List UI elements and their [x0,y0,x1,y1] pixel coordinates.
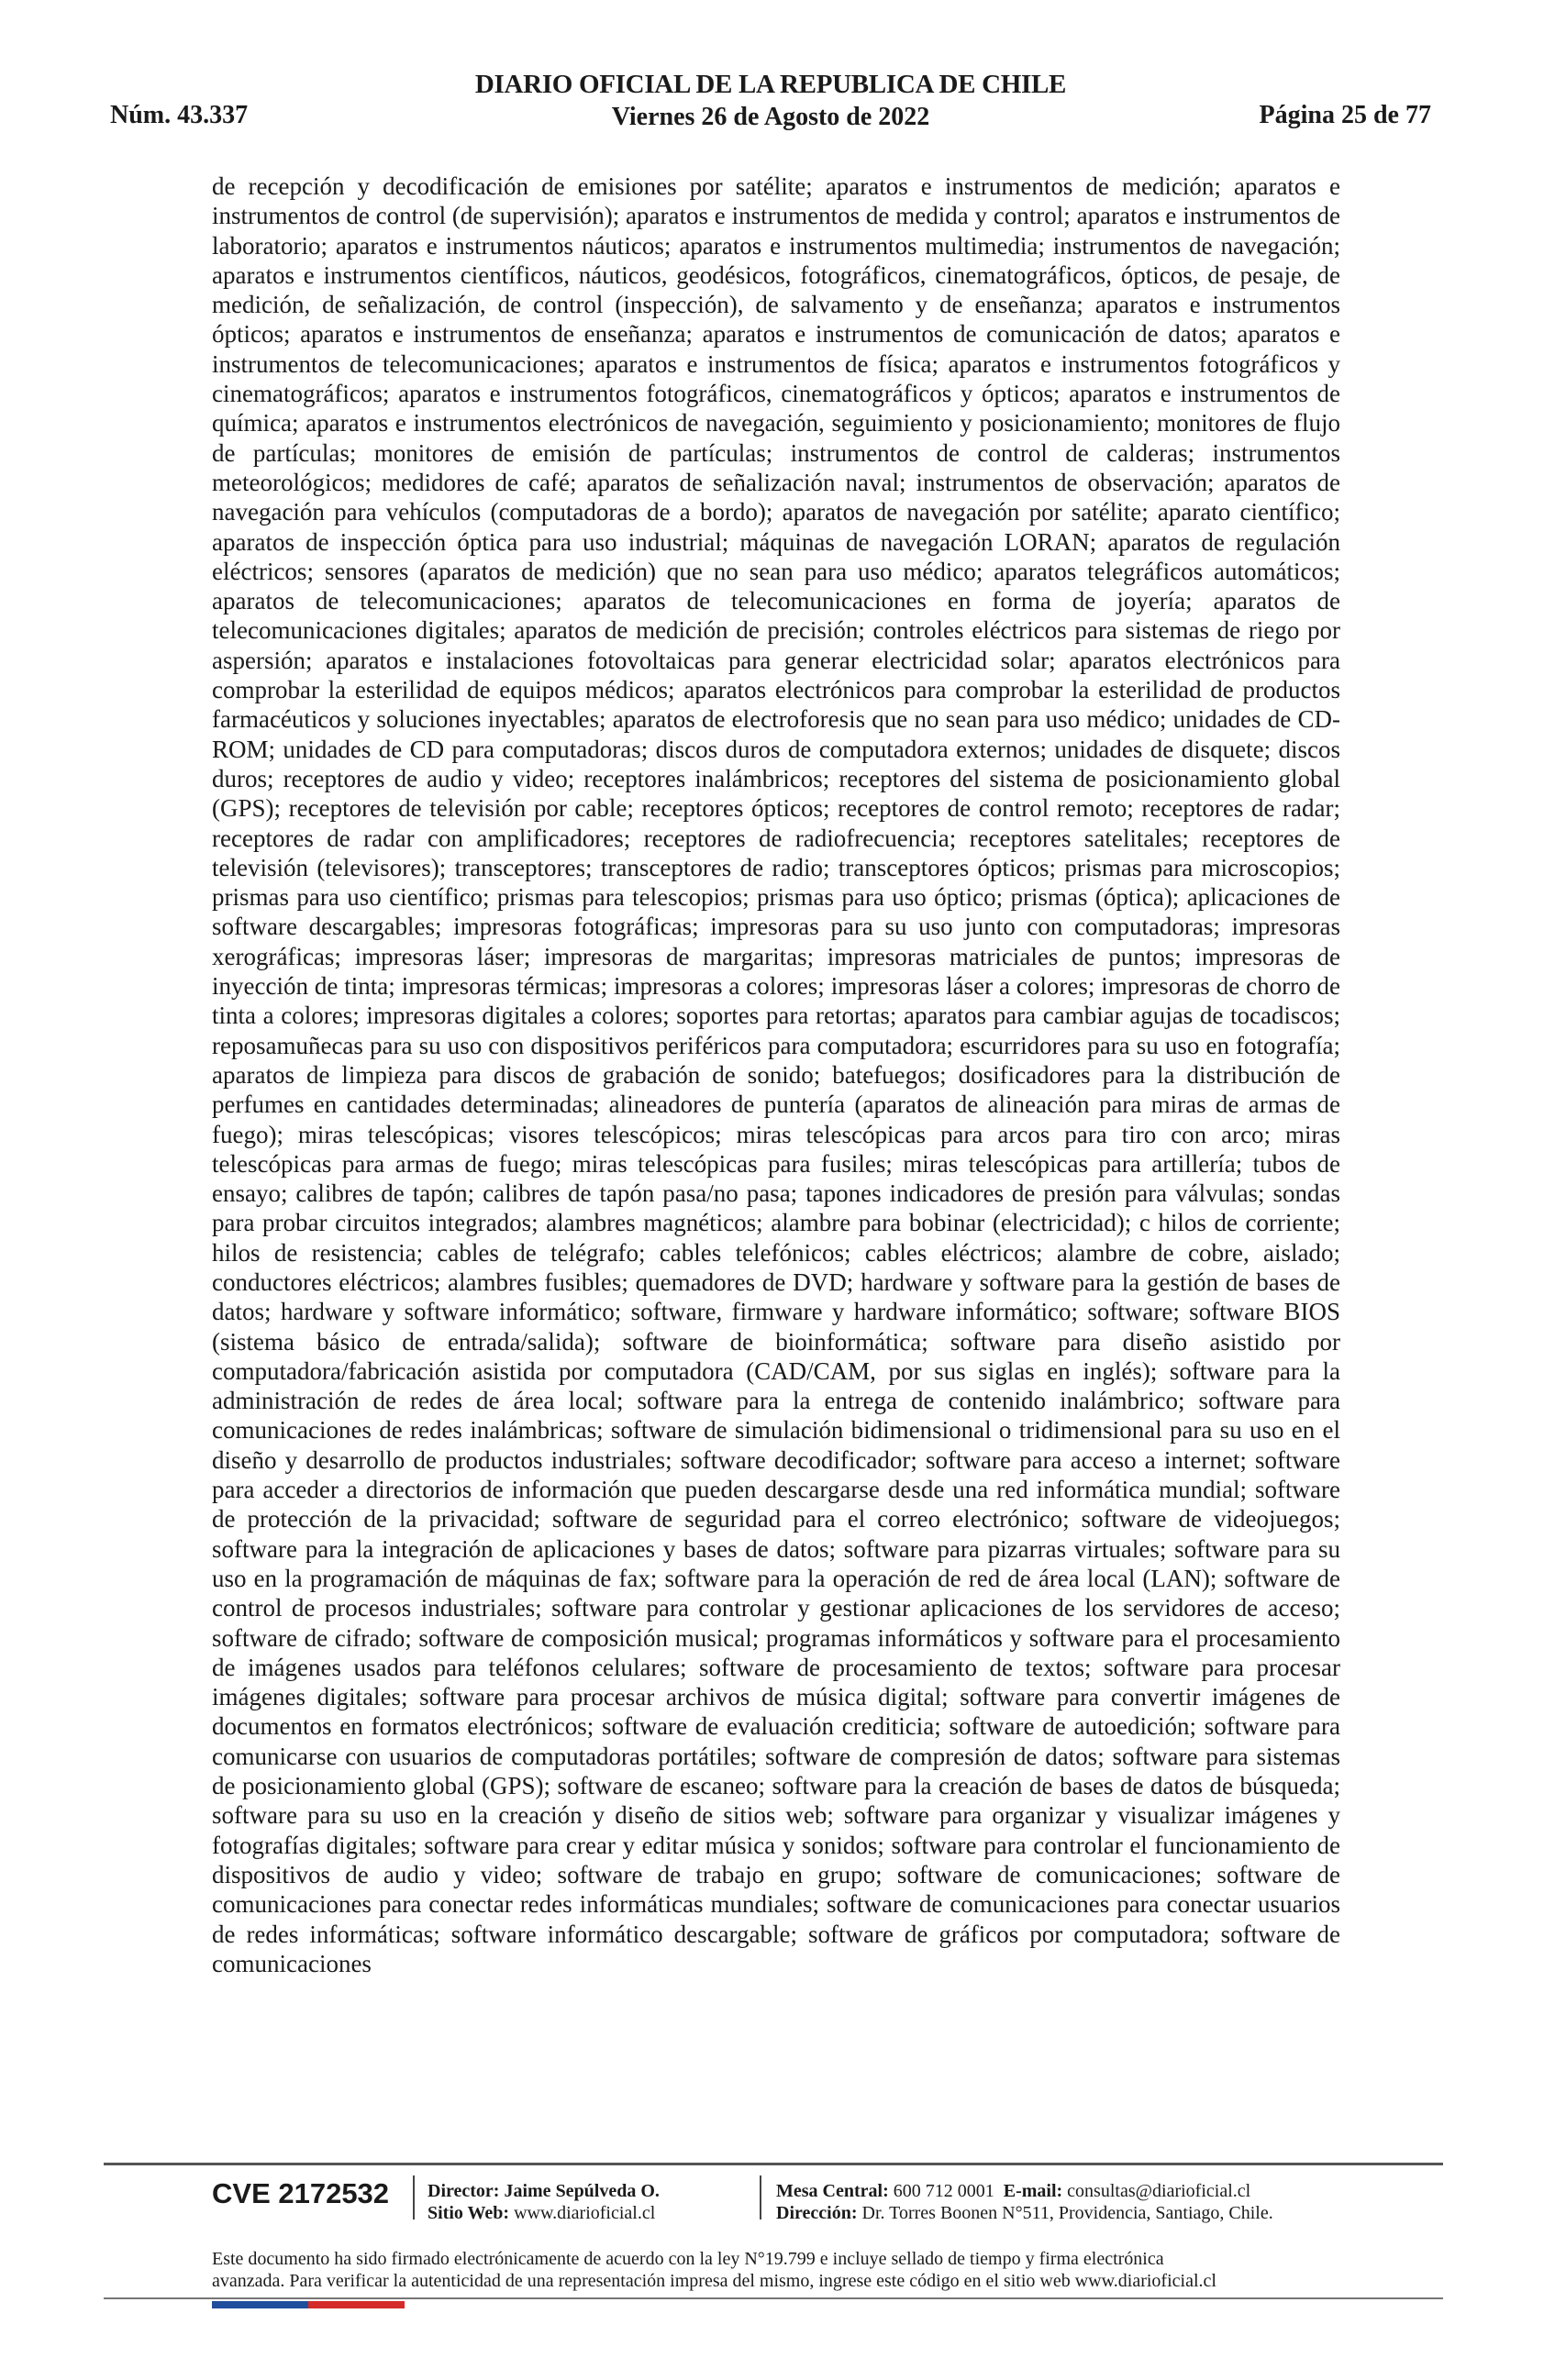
website-link[interactable]: www.diarioficial.cl [514,2203,656,2223]
address-value: Dr. Torres Boonen N°511, Providencia, Santiago, Chile. [861,2203,1273,2223]
email-label: E-mail: [1003,2181,1063,2201]
contact-info [776,2180,1273,2224]
issue-number: Núm. 43.337 [110,101,249,129]
address-label: Dirección: [776,2203,858,2223]
flag-stripe-red [308,2301,405,2308]
masthead [110,68,1431,134]
legal-line: avanzada. Para verificar la autenticidad de una representación impresa del mismo, ingrese este código en el sitio web www.diarioficial.cl [212,2271,1216,2291]
footer-separator [413,2175,415,2219]
cve-code: CVE 2172532 [212,2177,390,2209]
newspaper-title: DIARIO OFICIAL DE LA REPUBLICA DE CHILE [474,70,1067,99]
issue-date: Viernes 26 de Agosto de 2022 [611,103,930,131]
website-label: Sitio Web: [428,2203,510,2223]
director-label: Director: [428,2181,500,2201]
director-name: Jaime Sepúlveda O. [504,2181,660,2201]
phone-value: 600 712 0001 [893,2181,994,2201]
phone-label: Mesa Central: [776,2181,889,2201]
page-header [110,68,1431,141]
page-number: Página 25 de 77 [1259,101,1431,129]
director-info [428,2180,660,2224]
footer-separator [760,2175,761,2219]
body-paragraph: de recepción y decodificación de emisiones por satélite; aparatos e instrumentos de medición; aparatos e instrumentos de control (de supervisión); aparatos e instrumentos de medida y control; aparatos e instrumentos de laboratorio; aparatos e instrumentos náuticos; aparatos e instrumentos multimedia; instrumentos de navegación; aparatos e instrumentos científicos, náuticos, geodésicos, fotográficos, cinematográficos, ópticos, de pesaje, de medición, de señalización, de control (inspección), de salvamento y de enseñanza; aparatos e instrumentos ópticos; aparatos e instrumentos de enseñanza; aparatos e instrumentos de comunicación de datos; aparatos e instrumentos de telecomunicaciones; aparatos e instrumentos de física; aparatos e instrumentos fotográficos y cinematográficos; aparatos e instrumentos fotográficos, cinematográficos y ópticos; aparatos e instrumentos de química; aparatos e instrumentos electrónicos de navegación, seguimiento y posicionamiento; monitores de flujo de partículas; monitores de emisión de partículas; instrumentos de control de calderas; instrumentos meteorológicos; medidores de café; aparatos de señalización naval; instrumentos de observación; aparatos de navegación para vehículos (computadoras de a bordo); aparatos de navegación por satélite; aparato científico; aparatos de inspección óptica para uso industrial; máquinas de navegación LORAN; aparatos de regulación eléctricos; sensores (aparatos de medición) que no sean para uso médico; aparatos telegráficos automáticos; aparatos de telecomunicaciones; aparatos de telecomunicaciones en forma de joyería; aparatos de telecomunicaciones digitales; aparatos de medición de precisión; controles eléctricos para sistemas de riego por aspersión; aparatos e instalaciones fotovoltaicas para generar electricidad solar; aparatos electrónicos para comprobar la esterilidad de equipos médicos; aparatos electrónicos para comprobar la esterilidad de productos farmacéuticos y soluciones inyectables; aparatos de electroforesis que no sean para uso médico; unidades de CD-ROM; unidades de CD para computadoras; discos duros de computadora externos; unidades de disquete; discos duros; receptores de audio y video; receptores inalámbricos; receptores del sistema de posicionamiento global (GPS); receptores de televisión por cable; receptores ópticos; receptores de control remoto; receptores de radar; receptores de radar con amplificadores; receptores de radiofrecuencia; receptores satelitales; receptores de televisión (televisores); transceptores; transceptores de radio; transceptores ópticos; prismas para microscopios; prismas para uso científico; prismas para telescopios; prismas para uso óptico; prismas (óptica); aplicaciones de software descargables; impresoras fotográficas; impresoras para su uso junto con computadoras; impresoras xerográficas; impresoras láser; impresoras de margaritas; impresoras matriciales de puntos; impresoras de inyección de tinta; impresoras térmicas; impresoras a colores; impresoras láser a colores; impresoras de chorro de tinta a colores; impresoras digitales a colores; soportes para retortas; aparatos para cambiar agujas de tocadiscos; reposamuñecas para su uso con dispositivos periféricos para computadora; escurridores para su uso en fotografía; aparatos de limpieza para discos de grabación de sonido; batefuegos; dosificadores para la distribución de perfumes en cantidades determinadas; alineadores de puntería (aparatos de alineación para miras de armas de fuego); miras telescópicas; visores telescópicos; miras telescópicas para arcos para tiro con arco; miras telescópicas para armas de fuego; miras telescópicas para fusiles; miras telescópicas para artillería; tubos de ensayo; calibres de tapón; calibres de tapón pasa/no pasa; tapones indicadores de presión para válvulas; sondas para probar circuitos integrados; alambres magnéticos; alambre para bobinar (electricidad); c hilos de corriente; hilos de resistencia; cables de telégrafo; cables telefónicos; cables eléctricos; alambre de cobre, aislado; conductores eléctricos; alambres fusibles; quemadores de DVD; hardware y software para la gestión de bases de datos; hardware y software informático; software, firmware y hardware informático; software; software BIOS (sistema básico de entrada/salida); software de bioinformática; software para diseño asistido por computadora/fabricación asistida por computadora (CAD/CAM, por sus siglas en inglés); software para la administración de redes de área local; software para la entrega de contenido inalámbrico; software para comunicaciones de redes inalámbricas; software de simulación bidimensional o tridimensional para su uso en el diseño y desarrollo de productos industriales; software decodificador; software para acceso a internet; software para acceder a directorios de información que pueden descargarse desde una red informática mundial; software de protección de la privacidad; software de seguridad para el correo electrónico; software de videojuegos; software para la integración de aplicaciones y bases de datos; software para pizarras virtuales; software para su uso en la programación de máquinas de fax; software para la operación de red de área local (LAN); software de control de procesos industriales; software para controlar y gestionar aplicaciones de los servidores de acceso; software de cifrado; software de composición musical; programas informáticos y software para el procesamiento de imágenes usados para teléfonos celulares; software de procesamiento de textos; software para procesar imágenes digitales; software para procesar archivos de música digital; software para convertir imágenes de documentos en formatos electrónicos; software de evaluación crediticia; software de autoedición; software para comunicarse con usuarios de computadoras portátiles; software de compresión de datos; software para sistemas de posicionamiento global (GPS); software de escaneo; software para la creación de bases de datos de búsqueda; software para su uso en la creación y diseño de sitios web; software para organizar y visualizar imágenes y fotografías digitales; software para crear y editar música y sonidos; software para controlar el funcionamiento de dispositivos de audio y video; software de trabajo en grupo; software de comunicaciones; software de comunicaciones para conectar redes informáticas mundiales; software de comunicaciones para conectar usuarios de redes informáticas; software informático descargable; software de gráficos por computadora; software de comunicaciones [212,172,1340,1977]
email-link[interactable]: consultas@diarioficial.cl [1067,2181,1251,2201]
footer-divider-bottom [104,2297,1443,2299]
legal-notice [212,2248,1350,2292]
legal-line: Este documento ha sido firmado electrónicamente de acuerdo con la ley N°19.799 e incluye sellado de tiempo y firma electrónica [212,2249,1164,2269]
footer-divider-top [104,2163,1443,2165]
flag-stripe-blue [212,2301,308,2308]
